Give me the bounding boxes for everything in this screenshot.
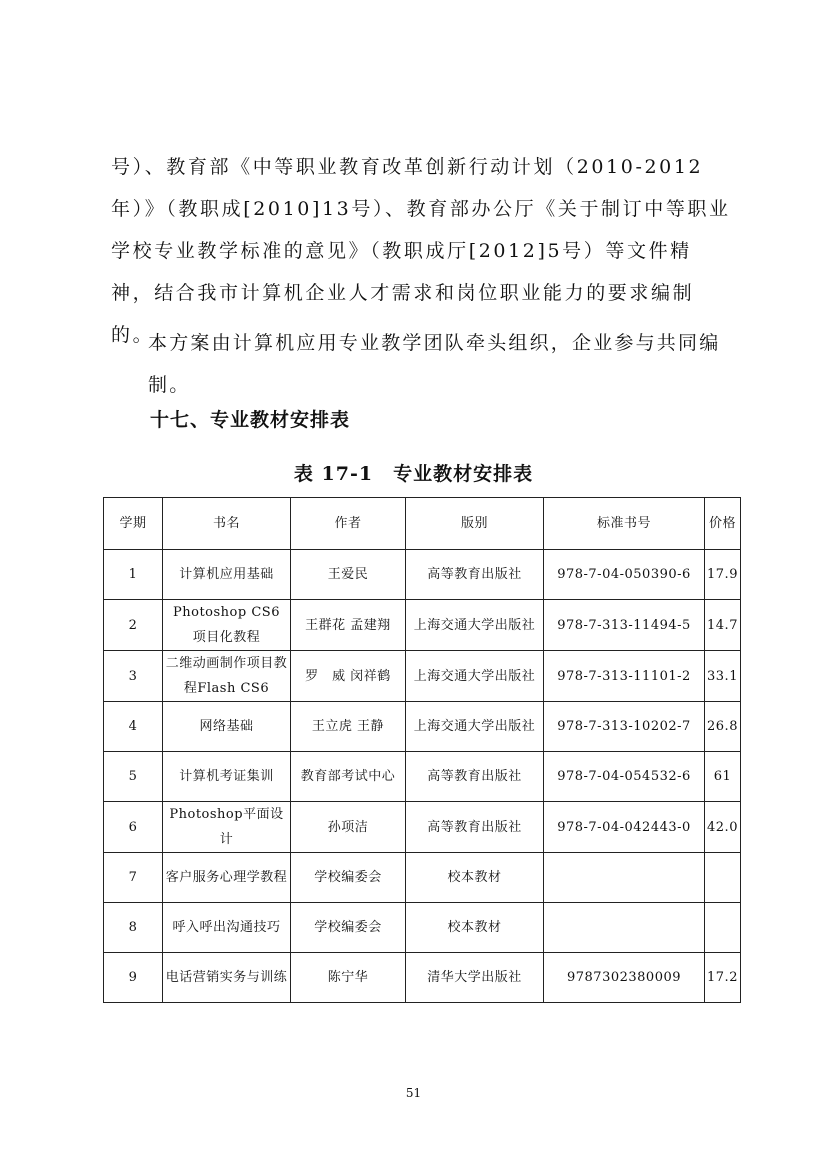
table-header-row bbox=[104, 498, 741, 550]
cell-author: 学校编委会 bbox=[291, 853, 406, 903]
cell-book-name: 二维动画制作项目教程Flash CS6 bbox=[163, 651, 291, 702]
cell-price: 42.0 bbox=[705, 802, 741, 853]
cell-price: 14.7 bbox=[705, 600, 741, 651]
cell-author: 教育部考试中心 bbox=[291, 752, 406, 802]
cell-price: 17.2 bbox=[705, 953, 741, 1003]
cell-author: 王群花 孟建翔 bbox=[291, 600, 406, 651]
cell-price bbox=[705, 853, 741, 903]
cell-author: 学校编委会 bbox=[291, 903, 406, 953]
intro-paragraph-1: 号）、教育部《中等职业教育改革创新行动计划（2010-2012年）》（教职成[2010]13号）、教育部办公厅《关于制订中等职业学校专业教学标准的意见》（教职成厅[2012]5号）等文件精神，结合我市计算机企业人才需求和岗位职业能力的要求编制的。 bbox=[111, 156, 731, 346]
header-isbn: 标准书号 bbox=[544, 498, 705, 550]
intro-paragraph-2: 本方案由计算机应用专业教学团队牵头组织，企业参与共同编制。 bbox=[148, 332, 721, 396]
cell-book-name: 呼入呼出沟通技巧 bbox=[163, 903, 291, 953]
cell-semester: 4 bbox=[104, 702, 163, 752]
table-title: 表 17-1 专业教材安排表 bbox=[293, 463, 534, 485]
header-publisher: 版别 bbox=[406, 498, 544, 550]
cell-semester: 7 bbox=[104, 853, 163, 903]
cell-semester: 5 bbox=[104, 752, 163, 802]
header-book-name: 书名 bbox=[163, 498, 291, 550]
cell-price: 26.8 bbox=[705, 702, 741, 752]
cell-book-name: 网络基础 bbox=[163, 702, 291, 752]
table-row bbox=[104, 752, 741, 802]
textbook-table bbox=[103, 497, 741, 1003]
cell-isbn: 978-7-04-054532-6 bbox=[544, 752, 705, 802]
cell-semester: 2 bbox=[104, 600, 163, 651]
cell-isbn bbox=[544, 853, 705, 903]
table-row bbox=[104, 550, 741, 600]
cell-publisher: 上海交通大学出版社 bbox=[406, 702, 544, 752]
cell-book-name: 电话营销实务与训练 bbox=[163, 953, 291, 1003]
cell-author: 孙项洁 bbox=[291, 802, 406, 853]
cell-book-name: 客户服务心理学教程 bbox=[163, 853, 291, 903]
cell-author: 王爱民 bbox=[291, 550, 406, 600]
cell-publisher: 上海交通大学出版社 bbox=[406, 600, 544, 651]
cell-publisher: 高等教育出版社 bbox=[406, 752, 544, 802]
table-row bbox=[104, 853, 741, 903]
cell-publisher: 校本教材 bbox=[406, 853, 544, 903]
cell-isbn: 978-7-313-10202-7 bbox=[544, 702, 705, 752]
cell-price: 33.1 bbox=[705, 651, 741, 702]
table-row bbox=[104, 651, 741, 702]
table-row bbox=[104, 903, 741, 953]
table-row bbox=[104, 702, 741, 752]
cell-book-name: 计算机考证集训 bbox=[163, 752, 291, 802]
cell-author: 罗 威 闵祥鹤 bbox=[291, 651, 406, 702]
cell-publisher: 上海交通大学出版社 bbox=[406, 651, 544, 702]
header-price: 价格 bbox=[705, 498, 741, 550]
cell-isbn: 9787302380009 bbox=[544, 953, 705, 1003]
cell-price bbox=[705, 903, 741, 953]
cell-price: 61 bbox=[705, 752, 741, 802]
cell-author: 陈宁华 bbox=[291, 953, 406, 1003]
cell-book-name: 计算机应用基础 bbox=[163, 550, 291, 600]
cell-book-name: Photoshop CS6 项目化教程 bbox=[163, 600, 291, 651]
cell-semester: 6 bbox=[104, 802, 163, 853]
cell-isbn bbox=[544, 903, 705, 953]
section-title: 十七、专业教材安排表 bbox=[150, 409, 351, 431]
table-row bbox=[104, 802, 741, 853]
cell-publisher: 校本教材 bbox=[406, 903, 544, 953]
cell-semester: 8 bbox=[104, 903, 163, 953]
cell-isbn: 978-7-313-11101-2 bbox=[544, 651, 705, 702]
cell-publisher: 清华大学出版社 bbox=[406, 953, 544, 1003]
cell-publisher: 高等教育出版社 bbox=[406, 550, 544, 600]
table-row bbox=[104, 953, 741, 1003]
header-author: 作者 bbox=[291, 498, 406, 550]
cell-semester: 3 bbox=[104, 651, 163, 702]
table-row bbox=[104, 600, 741, 651]
cell-publisher: 高等教育出版社 bbox=[406, 802, 544, 853]
cell-isbn: 978-7-04-050390-6 bbox=[544, 550, 705, 600]
page-number: 51 bbox=[405, 1086, 422, 1100]
cell-book-name: Photoshop平面设计 bbox=[163, 802, 291, 853]
cell-author: 王立虎 王静 bbox=[291, 702, 406, 752]
cell-semester: 1 bbox=[104, 550, 163, 600]
cell-isbn: 978-7-04-042443-0 bbox=[544, 802, 705, 853]
cell-isbn: 978-7-313-11494-5 bbox=[544, 600, 705, 651]
cell-semester: 9 bbox=[104, 953, 163, 1003]
cell-price: 17.9 bbox=[705, 550, 741, 600]
header-semester: 学期 bbox=[104, 498, 163, 550]
